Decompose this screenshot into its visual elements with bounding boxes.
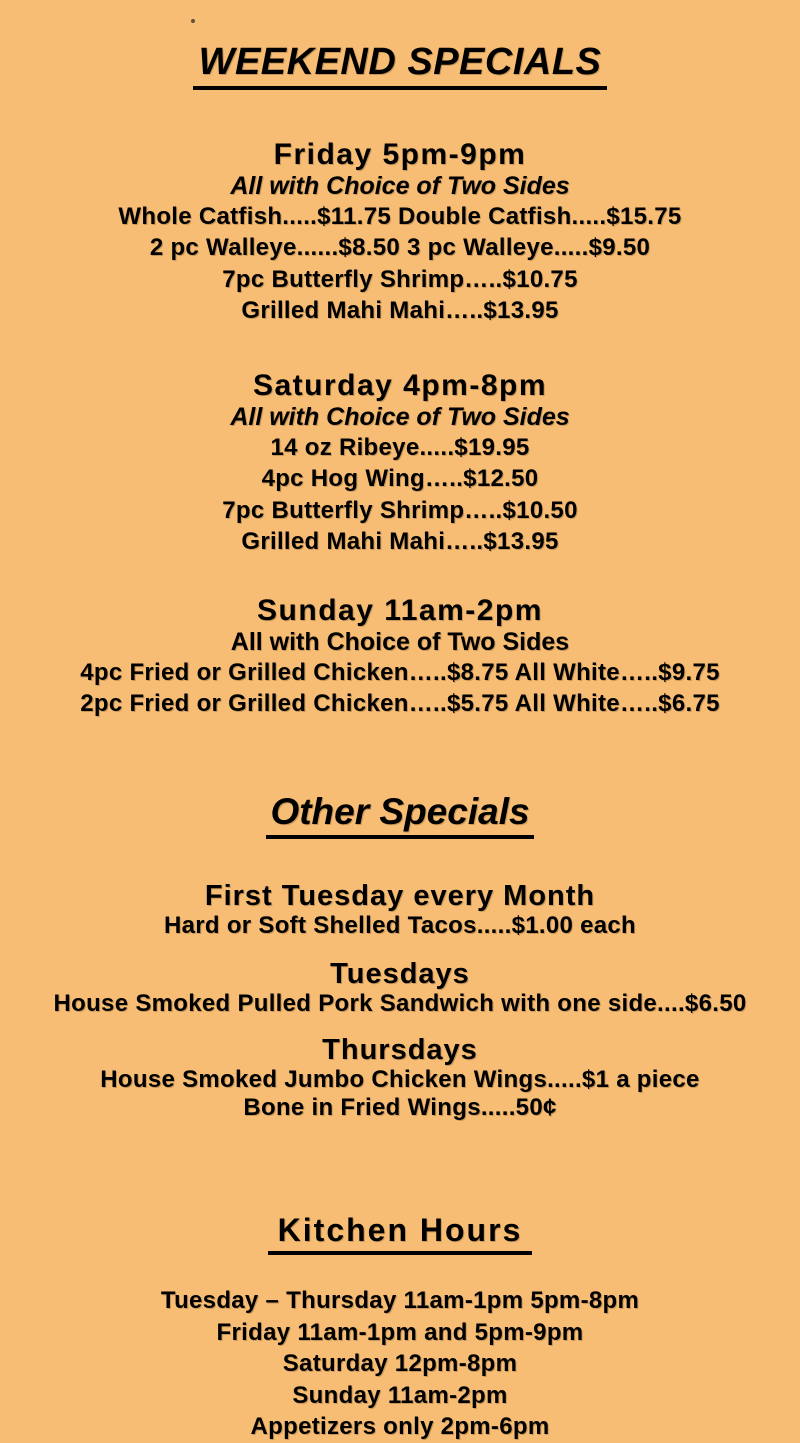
kitchen-hours-line: Appetizers only 2pm-6pm [250, 1413, 550, 1441]
print-speck-artifact [191, 19, 195, 23]
section-sunday [0, 594, 800, 720]
menu-item: 4pc Fried or Grilled Chicken…..$8.75 All White…..$9.75 [80, 658, 720, 686]
menu-item: Grilled Mahi Mahi…..$13.95 [241, 528, 559, 556]
menu-item: 2pc Fried or Grilled Chicken…..$5.75 All White…..$6.75 [80, 690, 720, 718]
title-row [0, 16, 800, 116]
other-specials-thursdays [0, 1035, 800, 1122]
friday-subheading: All with Choice of Two Sides [230, 171, 570, 200]
page-title: WEEKEND SPECIALS [193, 41, 608, 90]
menu-item: 4pc Hog Wing…..$12.50 [261, 465, 539, 493]
menu-item: 2 pc Walleye......$8.50 3 pc Walleye.....$9.50 [149, 234, 651, 262]
kitchen-hours-line: Saturday 12pm-8pm [282, 1350, 518, 1378]
tuesdays-heading: Tuesdays [330, 958, 470, 991]
kitchen-hours-section [0, 1184, 800, 1443]
menu-item: 7pc Butterfly Shrimp…..$10.50 [222, 496, 578, 524]
menu-item: 14 oz Ribeye.....$19.95 [270, 433, 530, 461]
menu-item: 7pc Butterfly Shrimp…..$10.75 [222, 265, 578, 293]
first-tuesday-heading: First Tuesday every Month [204, 880, 596, 913]
section-saturday [0, 369, 800, 558]
saturday-subheading: All with Choice of Two Sides [230, 402, 570, 431]
kitchen-hours-list [0, 1285, 800, 1443]
other-specials-title: Other Specials [266, 791, 533, 839]
section-friday [0, 138, 800, 327]
sunday-subheading: All with Choice of Two Sides [230, 627, 570, 656]
other-specials-title-row [0, 760, 800, 869]
menu-item: Grilled Mahi Mahi…..$13.95 [241, 297, 559, 325]
menu-item: House Smoked Jumbo Chicken Wings.....$1 a piece [100, 1066, 700, 1094]
kitchen-hours-line: Sunday 11am-2pm [292, 1381, 508, 1409]
kitchen-hours-line: Tuesday – Thursday 11am-1pm 5pm-8pm [160, 1287, 640, 1315]
saturday-heading: Saturday 4pm-8pm [252, 368, 548, 402]
other-specials-tuesdays [0, 959, 800, 1018]
menu-item: Whole Catfish.....$11.75 Double Catfish.....$15.75 [118, 202, 682, 230]
other-specials-first-tuesday [0, 881, 800, 940]
kitchen-hours-line: Friday 11am-1pm and 5pm-9pm [216, 1318, 584, 1346]
friday-heading: Friday 5pm-9pm [273, 137, 527, 171]
sunday-heading: Sunday 11am-2pm [257, 593, 543, 627]
menu-item: Bone in Fried Wings.....50¢ [243, 1094, 557, 1122]
menu-item: Hard or Soft Shelled Tacos.....$1.00 each [163, 912, 636, 940]
thursdays-heading: Thursdays [322, 1034, 478, 1067]
menu-item: House Smoked Pulled Pork Sandwich with one side....$6.50 [53, 990, 747, 1018]
kitchen-hours-title: Kitchen Hours [268, 1211, 533, 1255]
